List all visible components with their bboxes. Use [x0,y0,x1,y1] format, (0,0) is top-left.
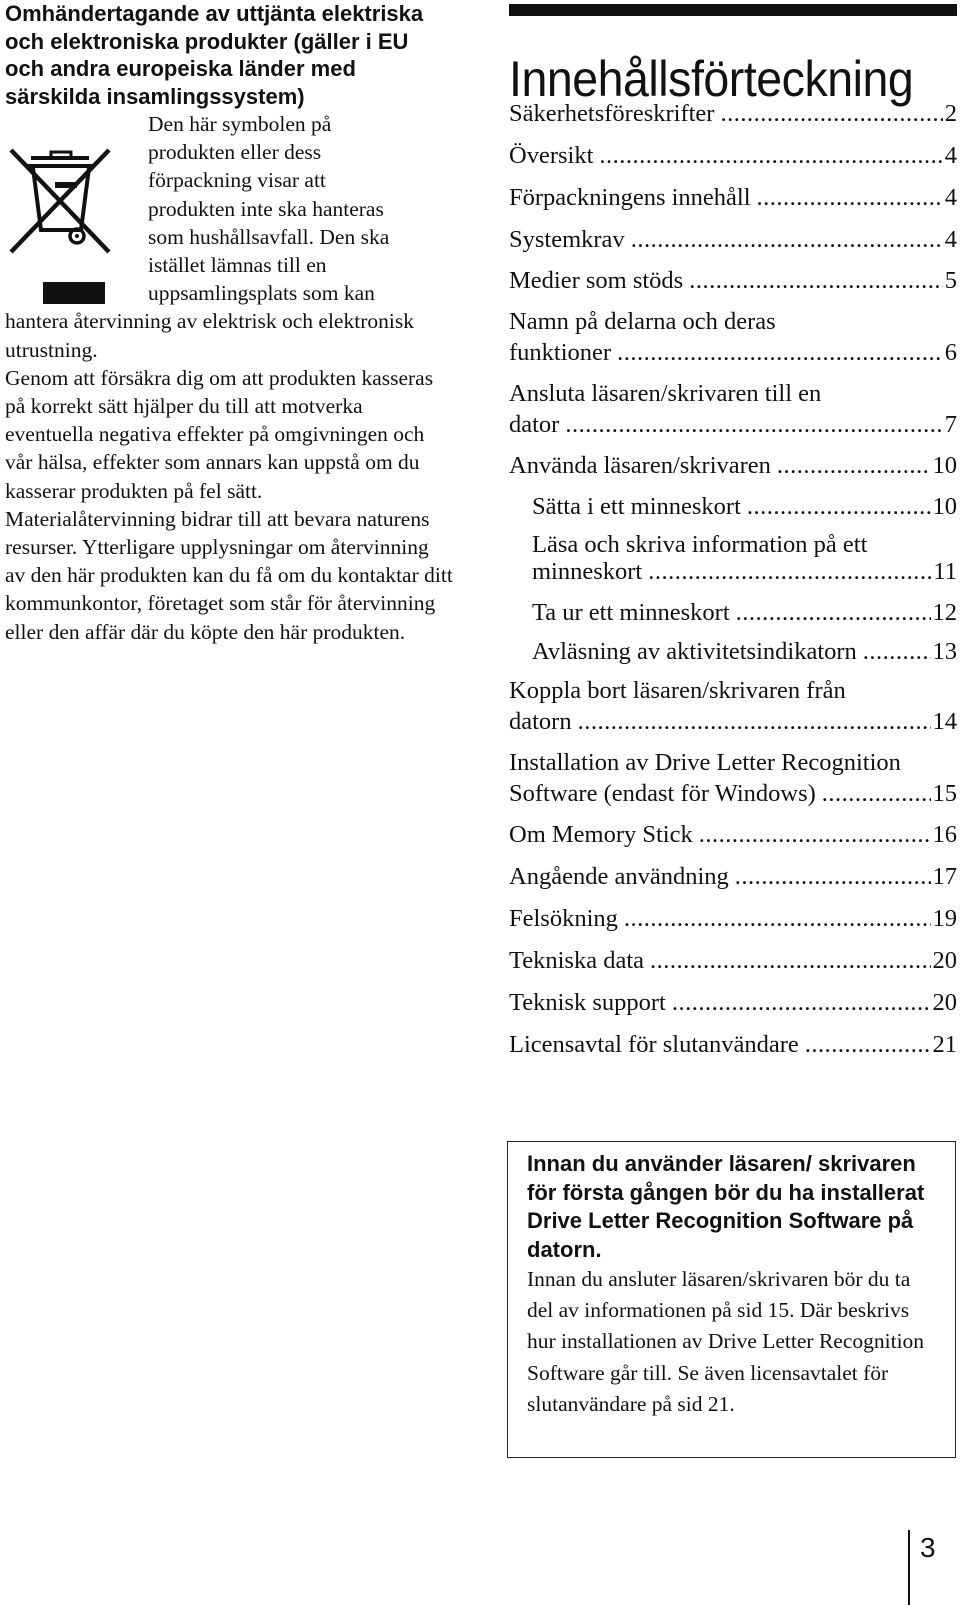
toc-item-page: 6 [944,339,957,366]
toc-item-text: Om Memory Stick [509,821,693,848]
toc-leader [624,903,931,934]
toc-item-page: 13 [932,638,957,665]
toc-item[interactable] [509,819,957,861]
note-body: Innan du ansluter läsaren/skrivaren bör du ta del av informationen på sid 15. Där beskrivs hur installationen av Drive Letter Recognition Software går till. Se även licensavtalet för slutanvändare på sid 21. [527,1267,925,1416]
toc-item[interactable] [509,140,957,182]
toc-leader [805,1029,931,1060]
toc-item-text: Angående användning [509,863,729,890]
note-heading: Innan du använder läsaren/ skrivaren för första gången bör du ha installerat Drive Letter Recognition Software på datorn. [527,1151,925,1262]
crossed-out-wheelie-bin-icon [5,146,115,312]
toc-item-text: Medier som stöds [509,267,684,294]
toc-item-text: Installation av Drive Letter Recognition [509,749,901,776]
weee-intro-line: uppsamlingsplats som kan [148,281,375,306]
toc-item-text: funktioner [509,339,612,366]
toc-item-text: Avläsning av aktivitetsindikatorn [532,638,857,665]
toc-item-page: 4 [944,142,957,169]
toc-item-text: dator [509,411,560,438]
weee-intro-line: produkten eller dess [148,140,322,165]
toc-leader [699,819,931,850]
toc-leader [720,98,942,129]
weee-intro-tail: hantera återvinning av elektrisk och elektronisk utrustning. [5,309,414,362]
toc-item-text: Felsökning [509,905,618,932]
weee-heading: Omhändertagande av uttjänta elektriska och elektroniska produkter (gäller i EU och andra europeiska länder med särskilda insamlingssystem) [5,1,424,109]
toc-item-text: Tekniska data [509,947,645,974]
toc-item-page: 2 [944,100,957,127]
weee-intro-line: Den här symbolen på [148,112,332,136]
toc-leader [578,706,931,737]
weee-section [5,0,453,646]
toc-item[interactable] [509,224,957,265]
toc-leader [735,861,931,892]
toc-leader [650,945,930,976]
toc-leader [599,140,942,171]
toc-item-text: Koppla bort läsaren/skrivaren från [509,677,846,704]
installation-note-box [507,1141,956,1458]
toc-item[interactable] [509,987,957,1029]
page-number: 3 [920,1532,936,1563]
toc-item[interactable] [509,675,957,747]
toc-item[interactable] [509,378,957,450]
toc-item-text: Sätta i ett minneskort [532,493,741,520]
toc-subitem[interactable] [509,531,957,597]
toc-title-rule [509,4,957,16]
weee-paragraph-consequences: Genom att försäkra dig om att produkten kasseras på korrekt sätt hjälper du till att motverka eventuella negativa effekter på omgivningen och vår hälsa, effekter som annars kan uppstå om du kasserar produkten på fel sätt. [5,365,434,503]
toc-item-text: minneskort [532,558,643,585]
toc-item-page: 4 [944,184,957,211]
weee-intro-line: förpackning visar att [148,168,326,193]
toc-leader [736,597,931,628]
toc-item-page: 12 [932,599,957,626]
toc-item[interactable] [509,903,957,945]
weee-intro-line: som hushållsavfall. Den ska [148,224,390,249]
toc-subitem[interactable] [509,636,957,675]
toc-item-page: 17 [932,863,957,890]
toc-item[interactable] [509,1029,957,1071]
toc-item-text: Licensavtal för slutanvändare [509,1031,799,1058]
toc-item[interactable] [509,182,957,224]
toc-item-page: 20 [932,947,957,974]
toc-item-text: datorn [509,708,572,735]
toc-leader [777,450,931,481]
toc-title: Innehållsförteckning [509,50,914,107]
toc-item[interactable] [509,306,957,378]
toc-item-text: Läsa och skriva information på ett [532,531,868,558]
toc-item-page: 21 [932,1031,957,1058]
toc-item-page: 16 [932,821,957,848]
weee-paragraph-recycling: Materialåtervinning bidrar till att bevara naturens resurser. Ytterligare upplysningar om återvinning av den här produkten kan du få om du kontaktar ditt kommunkontor, företaget som står för återvinning eller den affär där du köpte den här produkten. [5,506,453,644]
toc-leader [689,265,943,296]
toc-leader [648,558,931,585]
weee-intro-line: produkten inte ska hanteras [148,196,384,221]
toc-item-text: Använda läsaren/skrivaren [509,452,771,479]
toc-subitem[interactable] [509,491,957,531]
toc-item-page: 5 [944,267,957,294]
toc-item-page: 19 [932,905,957,932]
toc-item[interactable] [509,747,957,819]
toc-item[interactable] [509,450,957,491]
toc-item-text: Ansluta läsaren/skrivaren till en [509,380,822,407]
toc-item[interactable] [509,265,957,306]
toc-item-text: Säkerhetsföreskrifter [509,100,715,127]
toc-item-text: Teknisk support [509,989,666,1016]
toc-item-page: 7 [944,411,957,438]
toc-item-text: Software (endast för Windows) [509,780,816,807]
toc-leader [565,409,942,440]
toc-item[interactable] [509,945,957,987]
toc-leader [747,491,931,522]
toc-item-text: Förpackningens innehåll [509,184,751,211]
toc-list [509,98,957,1071]
toc-item-text: Namn på delarna och deras [509,308,776,335]
toc-item-page: 15 [932,780,957,807]
toc-item[interactable] [509,98,957,140]
toc-item-page: 11 [933,558,957,585]
toc-item[interactable] [509,861,957,903]
toc-leader [863,636,931,667]
page-number-rule [908,1530,910,1605]
toc-leader [617,337,943,368]
toc-leader [822,778,931,809]
toc-item-text: Systemkrav [509,226,625,253]
toc-subitem[interactable] [509,597,957,636]
toc-item-page: 14 [932,708,957,735]
toc-item-page: 10 [932,493,957,520]
toc-leader [757,182,943,213]
toc-item-page: 20 [932,989,957,1016]
toc-leader [631,224,943,255]
weee-intro-line: istället lämnas till en [148,253,327,278]
toc-leader [672,987,931,1018]
toc-item-text: Översikt [509,142,594,169]
toc-item-page: 4 [944,226,957,253]
toc-item-page: 10 [932,452,957,479]
toc-item-text: Ta ur ett minneskort [532,599,730,626]
